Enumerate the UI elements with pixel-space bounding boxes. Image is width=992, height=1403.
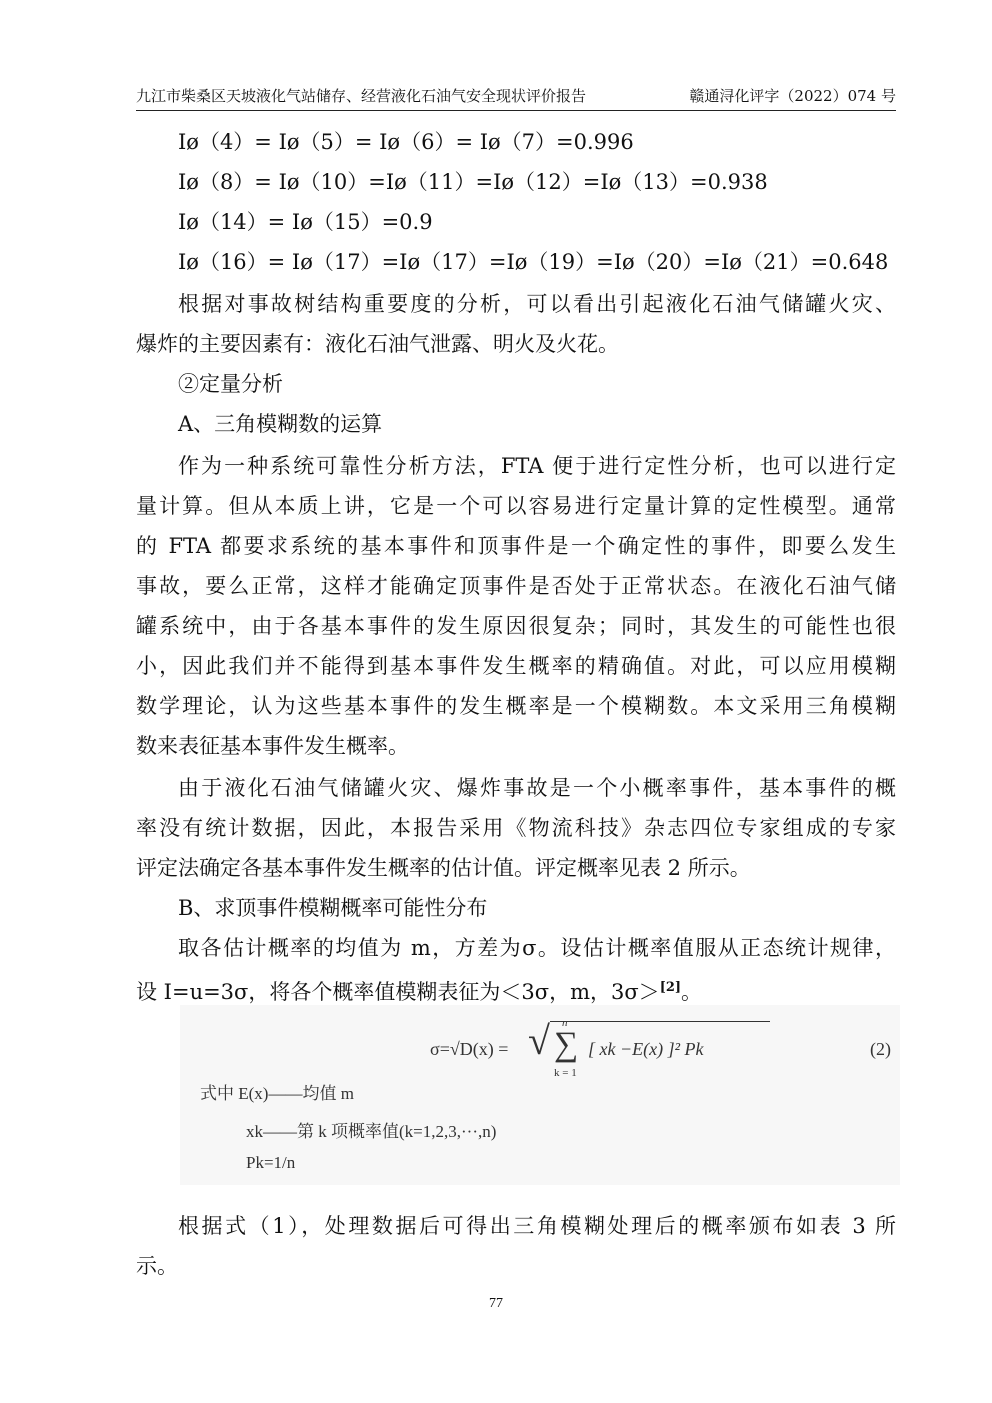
running-header xyxy=(136,84,896,108)
importance-line-2: Iø（8）= Iø（10）=Iø（11）=Iø（12）=Iø（13）=0.938 xyxy=(178,170,768,194)
sum-lower-limit: k = 1 xyxy=(554,1067,577,1079)
para2-line-7: 数学理论，认为这些基本事件的发生概率是一个模糊数。本文采用三角模糊 xyxy=(136,694,896,718)
para1-line-2: 爆炸的主要因素有：液化石油气泄露、明火及火花。 xyxy=(136,332,619,356)
para2-line-4: 事故，要么正常，这样才能确定顶事件是否处于正常状态。在液化石油气储 xyxy=(136,574,896,598)
header-report-number: 赣通浔化评字（2022）074 号 xyxy=(689,87,896,105)
variance-formula-figure xyxy=(180,1005,900,1185)
para2-line-5: 罐系统中，由于各基本事件的发生原因很复杂；同时，其发生的可能性也很 xyxy=(136,614,896,638)
formula-explain-mean: 式中 E(x)——均值 m xyxy=(200,1084,354,1103)
formula-explain-pk: Pk=1/n xyxy=(246,1153,296,1172)
para2-line-8: 数来表征基本事件发生概率。 xyxy=(136,734,409,758)
para4-line-2-end: 。 xyxy=(681,980,703,1004)
para4-line-1: 取各估计概率的均值为 m，方差为σ。设估计概率值服从正态统计规律， xyxy=(178,936,896,960)
header-divider xyxy=(136,110,896,111)
para3-line-3: 评定法确定各基本事件发生概率的估计值。评定概率见表 2 所示。 xyxy=(136,856,751,880)
importance-line-3: Iø（14）= Iø（15）=0.9 xyxy=(178,210,433,234)
para5-line-2: 示。 xyxy=(136,1254,178,1278)
formula-explain-xk: xk——第 k 项概率值(k=1,2,3,···,n) xyxy=(246,1122,497,1141)
para3-line-2: 率没有统计数据，因此，本报告采用《物流科技》杂志四位专家组成的专家 xyxy=(136,816,896,840)
summation-icon: ∑ xyxy=(554,1026,579,1063)
para2-line-3: 的 FTA 都要求系统的基本事件和顶事件是一个确定性的事件，即要么发生 xyxy=(136,534,896,558)
formula-body: [ xk −E(x) ]² Pk xyxy=(588,1039,704,1059)
para3-line-1: 由于液化石油气储罐火灾、爆炸事故是一个小概率事件，基本事件的概 xyxy=(178,776,896,800)
heading-quantitative: ②定量分析 xyxy=(178,372,283,396)
heading-a: A、三角模糊数的运算 xyxy=(178,412,383,436)
citation-ref: [2] xyxy=(659,980,682,995)
header-report-title: 九江市柴桑区天坡液化气站储存、经营液化石油气安全现状评价报告 xyxy=(136,87,587,105)
para4-line-2-text: 设 I=u=3σ，将各个概率值模糊表征为＜3σ，m，3σ＞ xyxy=(136,980,660,1004)
para5-line-1: 根据式（1），处理数据后可得出三角模糊处理后的概率颁布如表 3 所 xyxy=(178,1214,896,1238)
heading-b: B、求顶事件模糊概率可能性分布 xyxy=(178,896,488,920)
sum-upper-limit: n xyxy=(562,1017,568,1029)
para2-line-2: 量计算。但从本质上讲，它是一个可以容易进行定量计算的定性模型。通常 xyxy=(136,494,896,518)
page-number: 77 xyxy=(489,1296,503,1311)
variance-equation xyxy=(430,1015,730,1079)
para1-line-1: 根据对事故树结构重要度的分析，可以看出引起液化石油气储罐火灾、 xyxy=(178,292,896,316)
equation-number: (2) xyxy=(870,1039,891,1059)
para2-line-1: 作为一种系统可靠性分析方法，FTA 便于进行定性分析，也可以进行定 xyxy=(178,454,896,478)
importance-line-4: Iø（16）= Iø（17）=Iø（17）=Iø（19）=Iø（20）=Iø（21）=0.648 xyxy=(178,250,889,274)
formula-lhs: σ=√D(x) = xyxy=(430,1039,509,1059)
para2-line-6: 小，因此我们并不能得到基本事件发生概率的精确值。对此，可以应用模糊 xyxy=(136,654,896,678)
importance-line-1: Iø（4）= Iø（5）= Iø（6）= Iø（7）=0.996 xyxy=(178,130,634,154)
sqrt-bar xyxy=(550,1021,770,1022)
sqrt-sign-icon: √ xyxy=(528,1018,550,1063)
